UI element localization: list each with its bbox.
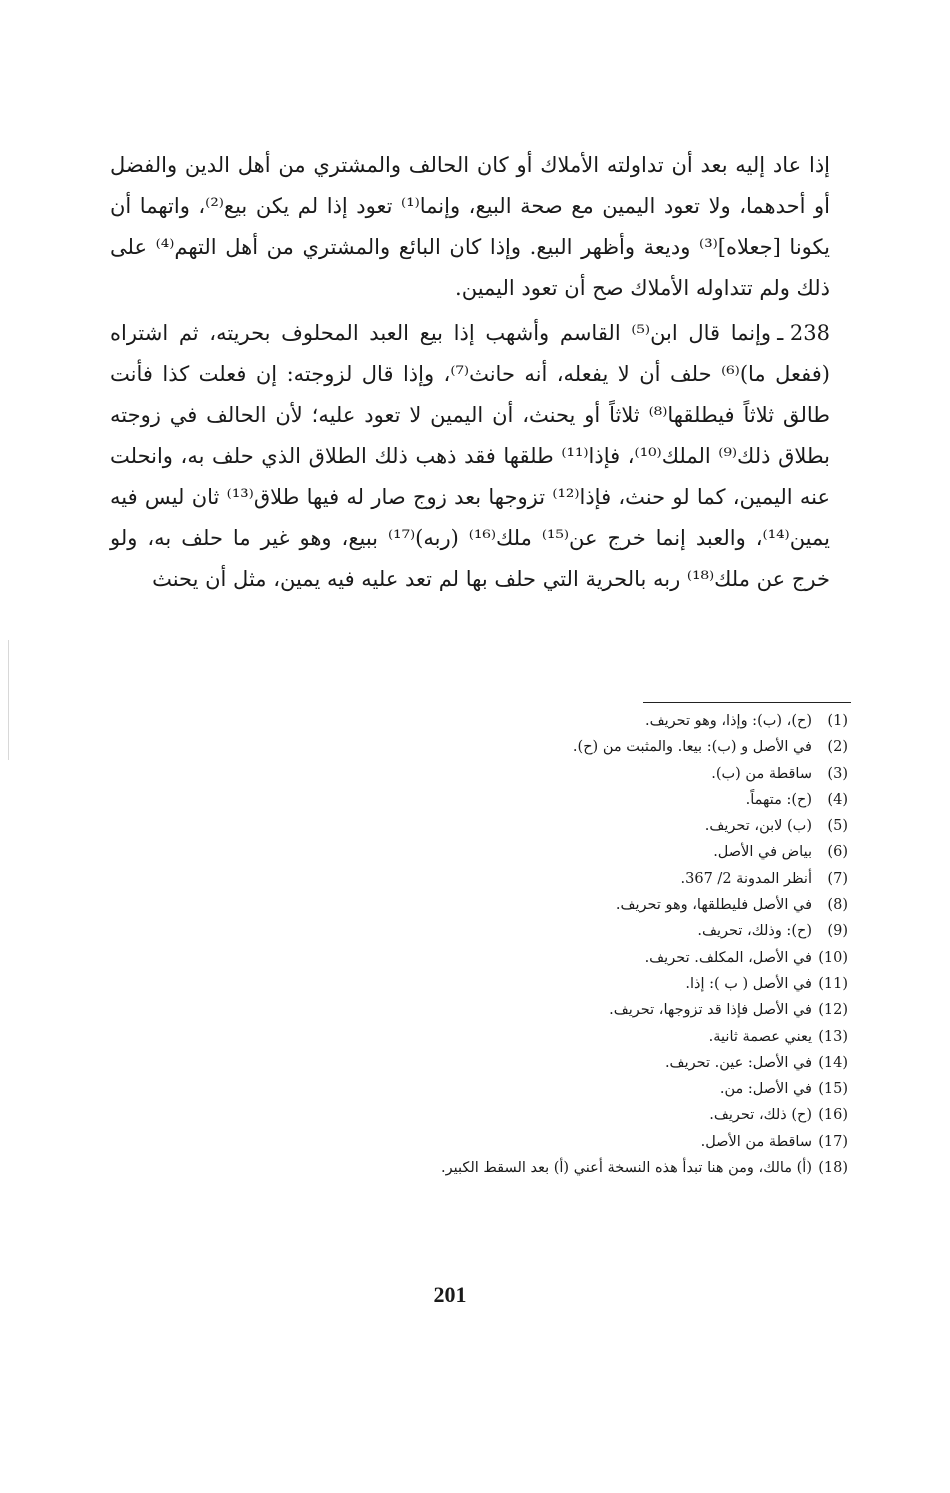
footnote-item bbox=[248, 945, 848, 971]
footnote-number: (18) bbox=[818, 1160, 848, 1177]
footnote-text: في الأصل و (ب): بيعا. والمثبت من (ح). bbox=[572, 739, 812, 756]
footnote-text: (ح) ذلك، تحريف. bbox=[709, 1107, 812, 1124]
footnote-number: (7) bbox=[827, 870, 848, 887]
footnote-text: (ح)، (ب): وإذا، وهو تحريف. bbox=[644, 713, 812, 729]
footnote-item bbox=[248, 1102, 848, 1128]
footnote-item bbox=[248, 866, 848, 892]
footnote-item bbox=[248, 813, 848, 839]
footnote-number: (17) bbox=[818, 1133, 848, 1150]
footnote-text: في الأصل: عين. تحريف. bbox=[664, 1054, 812, 1071]
footnote-item bbox=[248, 761, 848, 787]
footnote-number: (12) bbox=[818, 1002, 848, 1019]
footnote-text: (أ) مالك، ومن هنا تبدأ هذه النسخة أعني (أ) بعد السقط الكبير. bbox=[440, 1160, 812, 1177]
scan-margin-line bbox=[8, 640, 9, 760]
footnote-item bbox=[248, 1050, 848, 1076]
footnote-text: في الأصل: من. bbox=[719, 1081, 812, 1098]
footnote-number: (13) bbox=[818, 1028, 848, 1045]
page-number: 201 bbox=[433, 1282, 467, 1307]
footnote-text: أنظر المدونة 2/ 367. bbox=[680, 870, 812, 887]
footnote-item bbox=[248, 892, 848, 918]
footnote-number: (4) bbox=[827, 791, 848, 808]
footnote-item bbox=[248, 734, 848, 760]
paragraph-1: إذا عاد إليه بعد أن تداولته الأملاك أو كان الحالف والمشتري من أهل الدين والفضل أو أحدهما، ولا تعود اليمين مع صحة البيع، وإنما⁽¹⁾ تعود إذا لم يكن بيع⁽²⁾، واتهما أن يكونا [جعلاه]⁽³⁾ وديعة وأظهر البيع. وإذا كان البائع والمشتري من أهل التهم⁽⁴⁾ على ذلك ولم تتداوله الأملاك صح أن تعود اليمين. bbox=[110, 153, 830, 300]
footnote-number: (1) bbox=[827, 713, 848, 729]
footnote-item bbox=[248, 971, 848, 997]
footnote-item bbox=[248, 839, 848, 865]
paragraph-238-text: وإنما قال ابن⁽⁵⁾ القاسم وأشهب إذا بيع العبد المحلوف بحريته، ثم اشتراه (ففعل ما)⁽⁶⁾ حلف أن لا يفعله، أنه حانث⁽⁷⁾، وإذا قال لزوجته: إن فعلت كذا فأنت طالق ثلاثاً فيطلقها⁽⁸⁾ ثلاثاً أو يحنث، أن اليمين لا تعود عليه؛ لأن الحالف في زوجته بطلاق ذلك⁽⁹⁾ الملك⁽¹⁰⁾، فإذا⁽¹¹⁾ طلقها فقد ذهب ذلك الطلاق الذي حلف به، وانحلت عنه اليمين، كما لو حنث، فإذا⁽¹²⁾ تزوجها بعد زوج صار له فيها طلاق⁽¹³⁾ ثان ليس فيه يمين⁽¹⁴⁾، والعبد إنما خرج عن⁽¹⁵⁾ ملك⁽¹⁶⁾ (ربه)⁽¹⁷⁾ ببيع، وهو غير ما حلف به، ولو خرج عن ملك⁽¹⁸⁾ ربه بالحرية التي حلف بها لم تعد عليه فيه يمين، مثل أن يحنث bbox=[110, 321, 831, 591]
footnote-text: في الأصل فليطلقها، وهو تحريف. bbox=[615, 897, 812, 914]
footnote-text: في الأصل، المكلف. تحريف. bbox=[644, 949, 812, 966]
footnote-text: (ب) لابن، تحريف. bbox=[704, 818, 812, 835]
main-text bbox=[110, 145, 830, 600]
footnote-number: (14) bbox=[818, 1054, 848, 1071]
footnote-text: في الأصل ( ب ): إذا. bbox=[685, 975, 812, 992]
footnote-divider bbox=[643, 702, 851, 703]
footnote-item bbox=[248, 1024, 848, 1050]
paragraph-number: 238 ـ bbox=[777, 321, 830, 345]
footnote-item bbox=[248, 1076, 848, 1102]
footnote-item bbox=[248, 997, 848, 1023]
footnote-text: (ح): متهماً. bbox=[745, 791, 812, 808]
paragraph-238 bbox=[110, 313, 830, 600]
footnote-number: (16) bbox=[818, 1107, 848, 1124]
footnote-text: في الأصل فإذا قد تزوجها، تحريف. bbox=[609, 1002, 812, 1019]
footnote-text: ساقطة من الأصل. bbox=[700, 1133, 812, 1150]
footnote-number: (10) bbox=[818, 949, 848, 966]
footnote-item bbox=[248, 787, 848, 813]
footnote-item bbox=[248, 918, 848, 944]
footnote-text: بياض في الأصل. bbox=[713, 844, 812, 861]
footnotes-list bbox=[248, 708, 848, 1181]
footnote-number: (2) bbox=[827, 739, 848, 756]
footnote-text: (ح): وذلك، تحريف. bbox=[697, 923, 812, 940]
footnote-text: ساقطة من (ب). bbox=[711, 765, 812, 782]
footnote-number: (15) bbox=[818, 1081, 848, 1098]
footnote-number: (11) bbox=[818, 975, 848, 992]
footnote-number: (9) bbox=[827, 923, 848, 940]
footnote-item bbox=[248, 708, 848, 734]
footnote-number: (6) bbox=[827, 844, 848, 861]
footnote-number: (8) bbox=[827, 897, 848, 914]
footnote-text: يعني عصمة ثانية. bbox=[708, 1028, 812, 1045]
footnote-number: (5) bbox=[827, 818, 848, 835]
footnote-item bbox=[248, 1129, 848, 1155]
footnote-number: (3) bbox=[827, 765, 848, 782]
footnote-item bbox=[248, 1155, 848, 1181]
